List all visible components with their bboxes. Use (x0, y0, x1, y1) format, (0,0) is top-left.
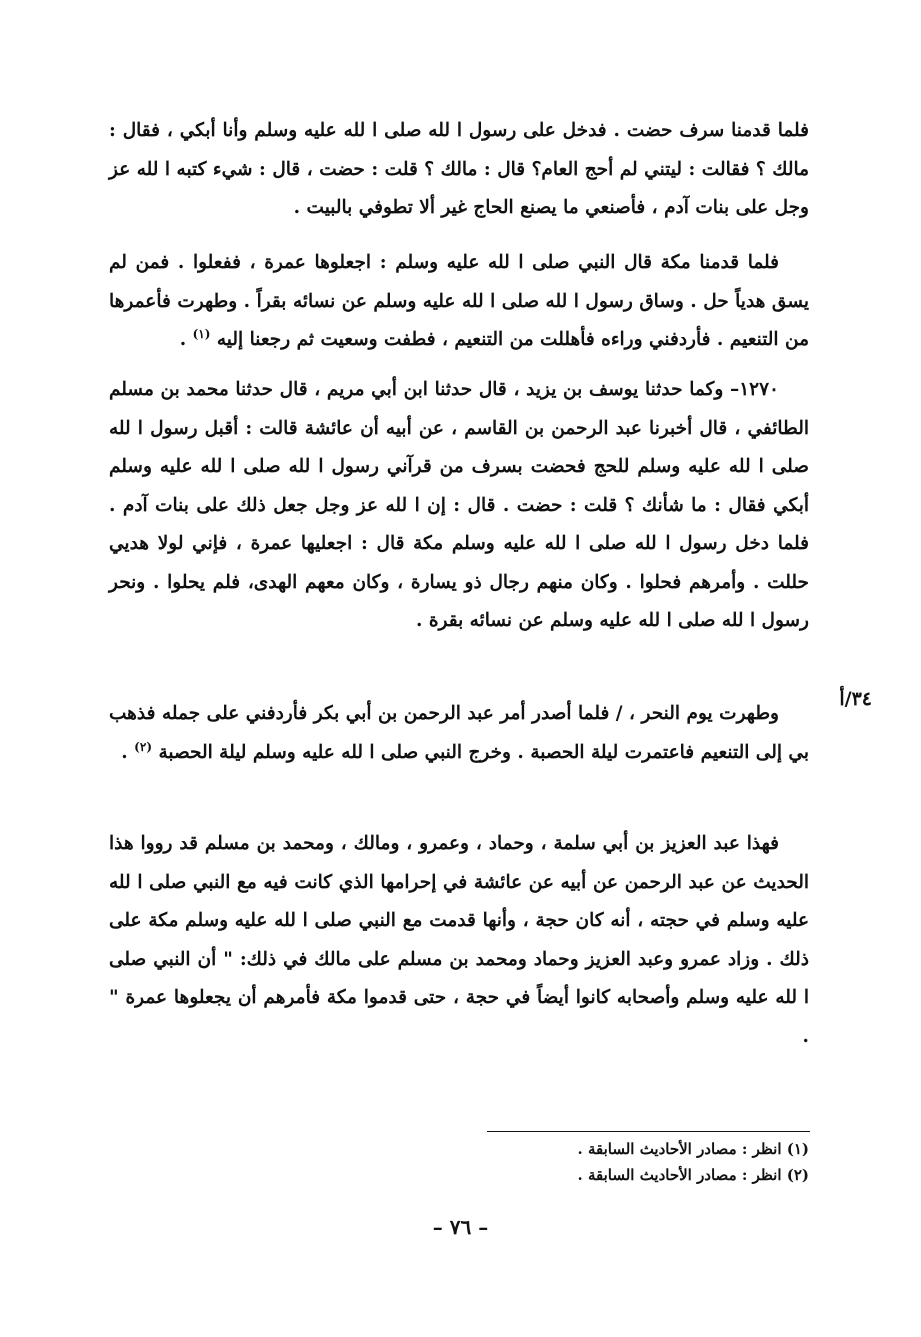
paragraph-body: وطهرت يوم النحر ، / فلما أصدر أمر عبد الرحمن بن أبي بكر فأردفني على جمله فذهب بي إلى التنعيم فاعتمرت ليلة الحصبة . وخرج النبي صلى ا لله عليه وسلم ليلة الحصبة (109, 703, 809, 763)
footnote-marker-2: (٢) (134, 739, 152, 754)
paragraph-text (109, 244, 809, 360)
paragraph-2 (109, 244, 809, 360)
paragraph-3-hadith-1270 (109, 371, 809, 641)
footnote-marker-1: (١) (192, 326, 211, 341)
footnote-divider (487, 1131, 810, 1132)
footnote-1: (١) انظر : مصادر الأحاديث السابقة . (577, 1140, 809, 1158)
paragraph-text (109, 695, 809, 772)
paragraph-5 (109, 825, 809, 1056)
paragraph-text: فهذا عبد العزيز بن أبي سلمة ، وحماد ، وعمرو ، ومالك ، ومحمد بن مسلم قد رووا هذا الحديث عن عبد الرحمن عن أبيه عن عائشة في إحرامها الذي كانت فيه مع النبي صلى ا لله عليه وسلم في حجته ، أنه كان حجة ، وأنها قدمت مع النبي صلى ا لله عليه وسلم مكة على ذلك . وزاد عمرو وعبد العزيز وحماد ومحمد بن مسلم على مالك في ذلك: " أن النبي صلى ا لله عليه وسلم وأصحابه كانوا أيضاً في حجة ، حتى قدموا مكة فأمرهم أن يجعلوها عمرة " . (109, 833, 809, 1047)
paragraph-end: . (179, 329, 193, 350)
paragraph-text: ١٢٧٠– وكما حدثنا يوسف بن يزيد ، قال حدثنا ابن أبي مريم ، قال حدثنا محمد بن مسلم الطائفي ، قال أخبرنا عبد الرحمن بن القاسم ، عن أبيه أن عائشة قالت : أقبل رسول ا لله صلى ا لله عليه وسلم للحج فحضت بسرف من قرآني رسول ا لله صلى ا لله عليه وسلم أبكي فقال : ما شأنك ؟ قلت : حضت . قال : إن ا لله عز وجل جعل ذلك على بنات آدم . فلما دخل رسول ا لله صلى ا لله عليه وسلم مكة قال : اجعليها عمرة ، فإني لولا هديي حللت . وأمرهم فحلوا . وكان منهم رجال ذو يسارة ، وكان معهم الهدى، فلم يحلوا . ونحر رسول ا لله صلى ا لله عليه وسلم عن نسائه بقرة . (109, 379, 809, 631)
paragraph-end: . (121, 741, 135, 763)
footnotes (389, 1136, 809, 1188)
paragraph-body: فلما قدمنا مكة قال النبي صلى ا لله عليه وسلم : اجعلوها عمرة ، ففعلوا . فمن لم يسق هدياً حل . وساق رسول ا لله صلى ا لله عليه وسلم عن نسائه بقراً . وطهرت فأعمرها من التنعيم . فأردفني وراءه فأهللت من التنعيم ، فطفت وسعيت ثم رجعنا إليه (109, 252, 809, 350)
paragraph-1 (109, 112, 809, 228)
margin-folio-note: ٣٤/أ (839, 688, 872, 710)
page-number: – ٧٦ – (432, 1215, 489, 1239)
paragraph-4 (109, 695, 809, 772)
paragraph-text: فلما قدمنا سرف حضت . فدخل على رسول ا لله صلى ا لله عليه وسلم وأنا أبكي ، فقال : مالك ؟ فقالت : ليتني لم أحج العام؟ قال : مالك ؟ قلت : حضت ، قال : شيء كتبه ا لله عز وجل على بنات آدم ، فأصنعي ما يصنع الحاج غير ألا تطوفي بالبيت . (109, 120, 809, 218)
footnote-2: (٢) انظر : مصادر الأحاديث السابقة . (577, 1166, 809, 1184)
